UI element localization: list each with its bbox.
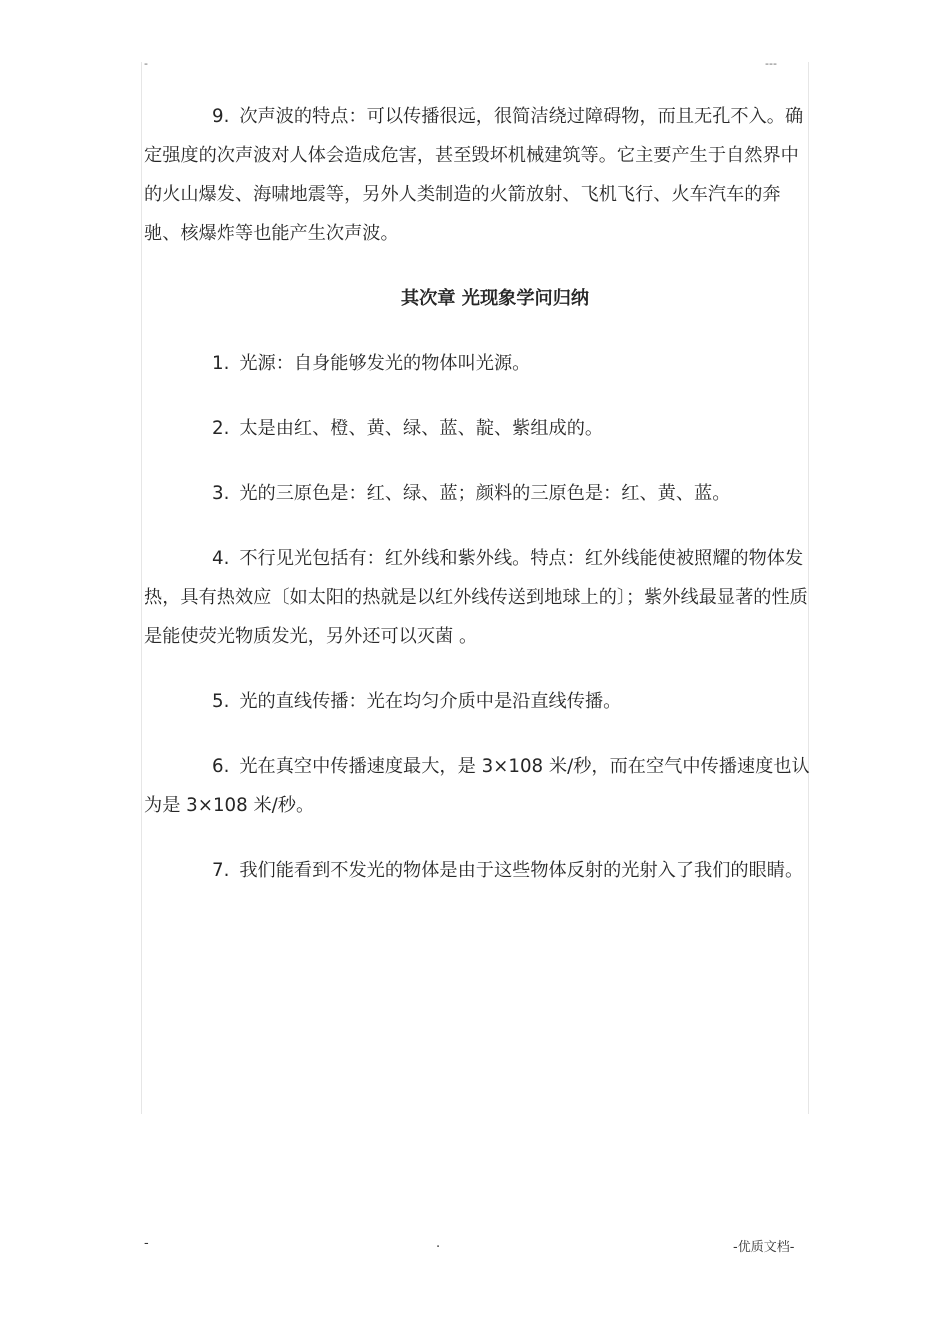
item-number: 7.	[212, 860, 230, 881]
item-number: 1.	[212, 353, 230, 374]
item-number: 3.	[212, 483, 230, 504]
item-text: 光源：自身能够发光的物体叫光源。	[239, 353, 531, 374]
item-text: 光的三原色是：红、绿、蓝；颜料的三原色是：红、黄、蓝。	[239, 483, 731, 504]
footer-center-mark: .	[436, 1236, 441, 1251]
header-right-mark: ---	[765, 57, 777, 70]
item-number: 6.	[212, 756, 230, 777]
list-item	[144, 344, 816, 383]
item-number: 2.	[212, 418, 230, 439]
item-text: 次声波的特点：可以传播很远，很简洁绕过障碍物，而且无孔不入。确定强度的次声波对人体会造成危害，甚至毁坏机械建筑等。它主要产生于自然界中的火山爆发、海啸地震等，另外人类制造的火箭放射、飞机飞行、火车汽车的奔驰、核爆炸等也能产生次声波。	[144, 106, 804, 244]
paragraph-item-9	[144, 97, 816, 253]
list-item	[144, 747, 816, 825]
section-title: 其次章 光现象学问归纳	[400, 288, 590, 309]
item-text: 我们能看到不发光的物体是由于这些物体反射的光射入了我们的眼睛。	[239, 860, 804, 881]
item-number: 4.	[212, 548, 230, 569]
item-number: 9.	[212, 106, 230, 127]
item-text: 不行见光包括有：红外线和紫外线。特点：红外线能使被照耀的物体发热，具有热效应〔如太阳的热就是以红外线传送到地球上的〕；紫外线最显著的性质是能使荧光物质发光，另外还可以灭菌 。	[144, 548, 808, 647]
header-left-mark: -	[144, 57, 148, 70]
document-body	[144, 97, 816, 916]
footer-right-label: -优质文档-	[733, 1240, 795, 1255]
list-item	[144, 851, 816, 890]
list-item	[144, 409, 816, 448]
list-item	[144, 539, 816, 656]
item-text: 太是由红、橙、黄、绿、蓝、靛、紫组成的。	[239, 418, 604, 439]
item-text: 光的直线传播：光在均匀介质中是沿直线传播。	[239, 691, 622, 712]
item-text: 光在真空中传播速度最大，是 3×108 米/秒，而在空气中传播速度也认为是 3×108 米/秒。	[144, 756, 810, 816]
footer-left-mark: -	[144, 1236, 149, 1251]
list-item	[144, 682, 816, 721]
list-item	[144, 474, 816, 513]
item-number: 5.	[212, 691, 230, 712]
page-border-left	[141, 62, 142, 1114]
